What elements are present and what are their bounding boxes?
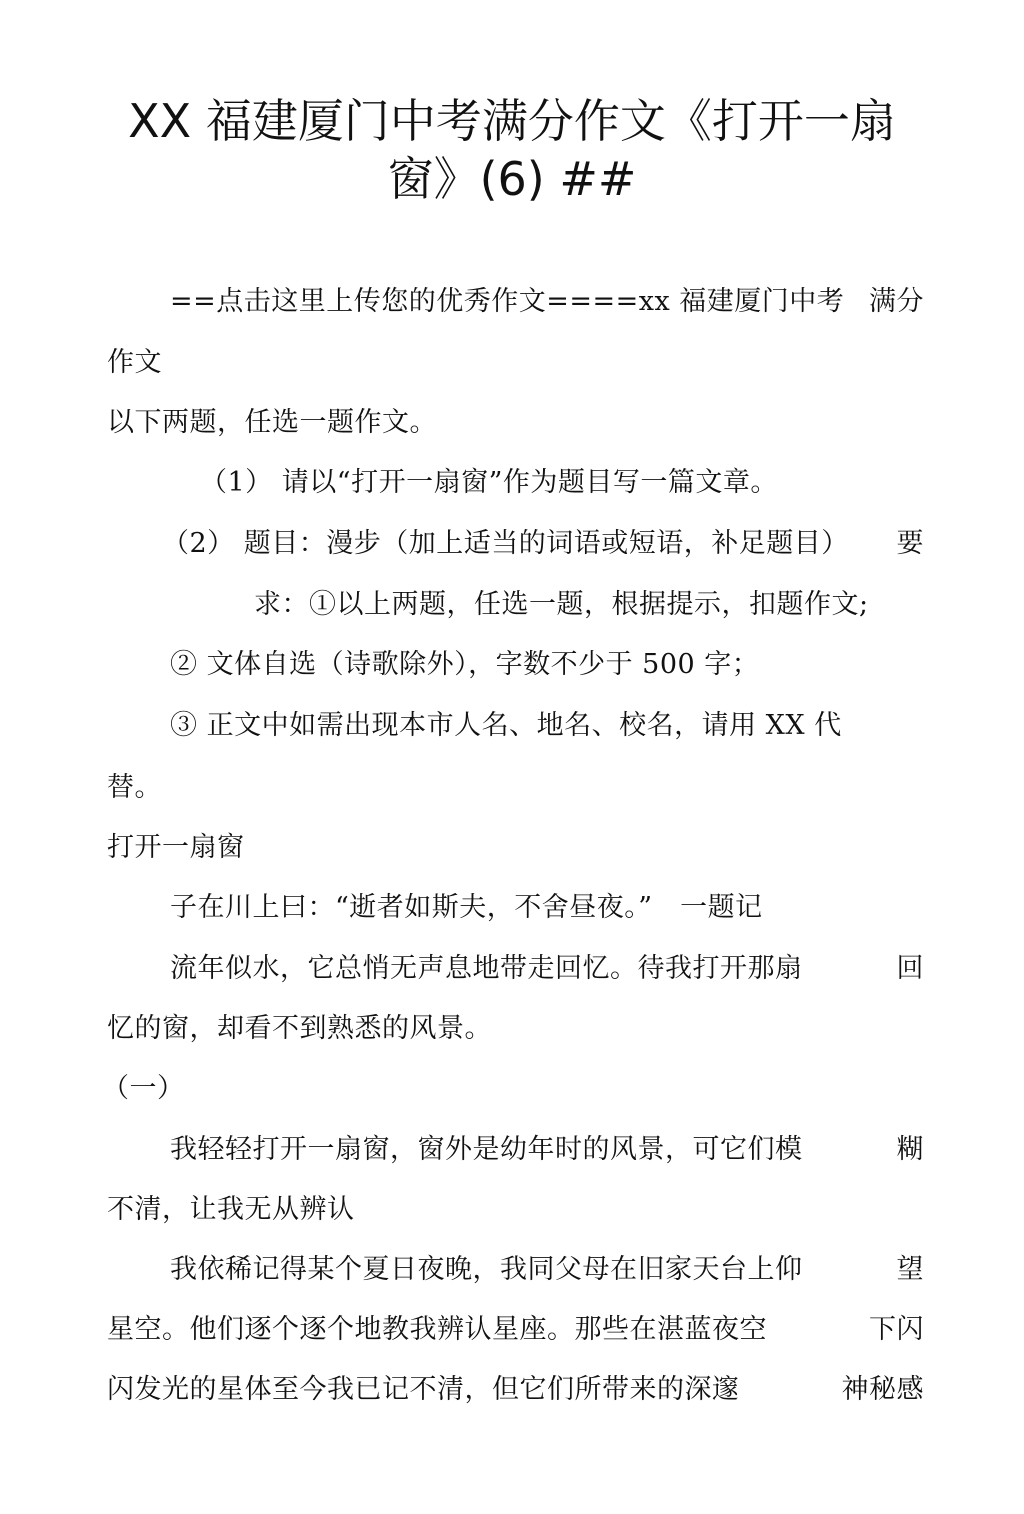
paragraph-line: 替。 [107,772,162,803]
text-segment: 望 [896,1254,924,1285]
section-heading: 打开一扇窗 [107,832,245,863]
text-segment: 流年似水，它总悄无声息地带走回忆。待我打开那扇 [170,953,803,984]
paragraph-line: 作文 [107,347,162,378]
paragraph-line: 忆的窗，却看不到熟悉的风景。 [107,1013,492,1044]
page-title-line-1: XX 福建厦门中考满分作文《打开一扇 [128,94,896,148]
paragraph-line [107,1312,924,1348]
paragraph-line: 子在川上曰：“逝者如斯夫，不舍昼夜。” 一题记 [170,892,763,923]
text-segment: 满分 [869,286,924,317]
text-segment: 星空。他们逐个逐个地教我辨认星座。那些在湛蓝夜空 [107,1314,767,1345]
text-segment: 下闪 [869,1314,924,1345]
paragraph-line: （1） 请以“打开一扇窗”作为题目写一篇文章。 [200,467,778,498]
text-segment: 神秘感 [841,1374,924,1405]
paragraph-line: 以下两题，任选一题作文。 [107,407,437,438]
paragraph-line [170,951,924,987]
text-segment: 糊 [896,1134,924,1165]
section-number: （一） [102,1073,185,1104]
paragraph-line [170,284,924,320]
text-segment: ==点击这里上传您的优秀作文====xx 福建厦门中考 [170,286,845,317]
paragraph-line [162,526,924,562]
text-segment: 要 [896,528,924,559]
paragraph-line [107,1372,924,1408]
paragraph-line [170,1252,924,1288]
text-segment: 闪发光的星体至今我已记不清，但它们所带来的深邃 [107,1374,740,1405]
text-segment: 我轻轻打开一扇窗，窗外是幼年时的风景，可它们模 [170,1134,803,1165]
text-segment: 我依稀记得某个夏日夜晚，我同父母在旧家天台上仰 [170,1254,803,1285]
text-segment: 回 [896,953,924,984]
text-segment: （2） 题目：漫步（加上适当的词语或短语，补足题目） [162,528,849,559]
paragraph-line: ③ 正文中如需出现本市人名、地名、校名，请用 XX 代 [170,710,842,741]
paragraph-line: ② 文体自选（诗歌除外），字数不少于 500 字； [170,649,760,680]
page-title-line-2: 窗》(6) ## [387,152,637,206]
paragraph-line [170,1132,924,1168]
paragraph-line: 求：①以上两题，任选一题，根据提示，扣题作文; [254,589,869,620]
paragraph-line: 不清，让我无从辨认 [107,1194,355,1225]
